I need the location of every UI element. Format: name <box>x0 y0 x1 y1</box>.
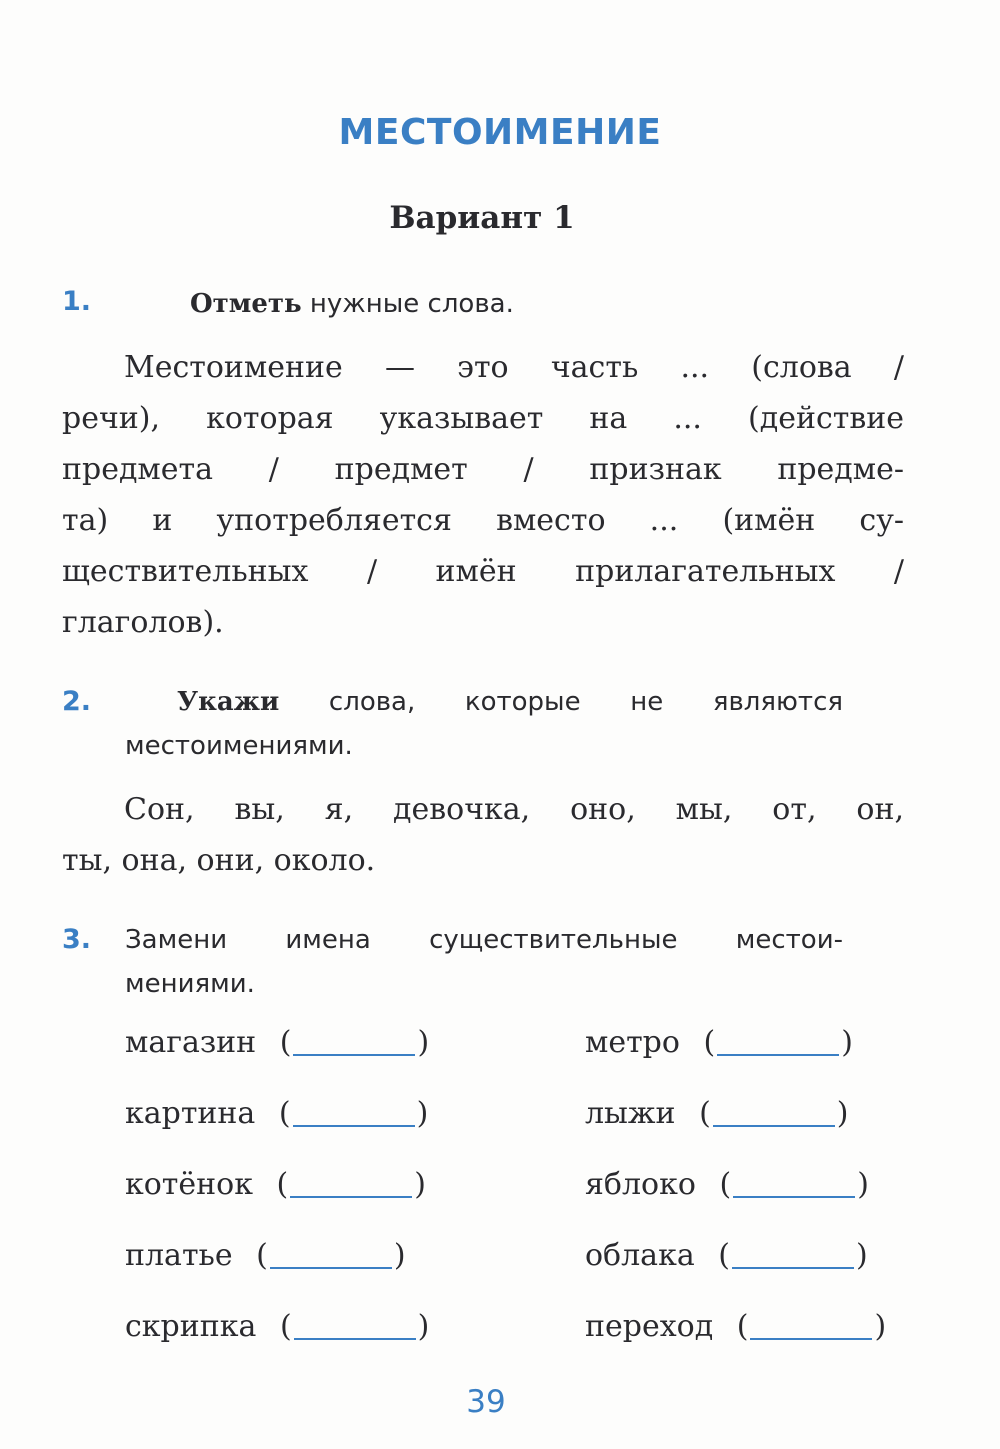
word-item <box>585 1237 868 1273</box>
word-label: метро <box>585 1025 680 1060</box>
word-label: облака <box>585 1238 695 1273</box>
close-paren: ) <box>841 1025 853 1060</box>
answer-blank[interactable] <box>294 1308 416 1340</box>
close-paren: ) <box>417 1309 430 1344</box>
task-3-instruction-line2: мениями. <box>125 969 255 999</box>
word-item <box>125 1166 426 1202</box>
task-2-instruction <box>125 680 843 768</box>
open-paren: ( <box>719 1167 732 1202</box>
open-paren: ( <box>279 1025 292 1060</box>
task-1-line: Местоимение — это часть ... (слова / <box>124 350 904 385</box>
word-label: скрипка <box>125 1309 257 1344</box>
task-1-line: ществительных / имён прилагательных / <box>62 554 904 589</box>
answer-blank[interactable] <box>293 1024 415 1056</box>
answer-blank[interactable] <box>733 1166 855 1198</box>
task-2-instruction-line2: местоимениями. <box>125 731 353 761</box>
close-paren: ) <box>414 1167 426 1202</box>
word-label: картина <box>125 1096 256 1131</box>
open-paren: ( <box>278 1096 291 1131</box>
answer-blank[interactable] <box>717 1024 839 1056</box>
word-label: магазин <box>125 1025 257 1060</box>
task-1-line: глаголов). <box>62 605 224 640</box>
task-2-instruction-rest: слова, которые не являются <box>328 687 844 717</box>
close-paren: ) <box>417 1025 430 1060</box>
task-1-line: та) и употребляется вместо ... (имён су- <box>62 503 904 538</box>
open-paren: ( <box>736 1309 749 1344</box>
variant-heading: Вариант 1 <box>389 200 575 236</box>
answer-blank[interactable] <box>732 1237 854 1269</box>
open-paren: ( <box>279 1309 292 1344</box>
open-paren: ( <box>699 1096 711 1131</box>
close-paren: ) <box>416 1096 429 1131</box>
close-paren: ) <box>393 1238 406 1273</box>
task-1-instruction-rest: нужные слова. <box>309 289 514 319</box>
task-2-instruction-bold: Укажи <box>177 687 280 717</box>
answer-blank[interactable] <box>293 1095 415 1127</box>
open-paren: ( <box>718 1238 730 1273</box>
open-paren: ( <box>703 1025 716 1060</box>
word-label: яблоко <box>585 1167 696 1202</box>
answer-blank[interactable] <box>750 1308 872 1340</box>
task-1-instruction-bold: Отметь <box>190 289 302 319</box>
task-1-instruction <box>190 282 514 326</box>
word-item <box>585 1166 869 1202</box>
task-1-text <box>62 342 904 648</box>
close-paren: ) <box>855 1238 868 1273</box>
word-item <box>125 1308 429 1344</box>
open-paren: ( <box>256 1238 268 1273</box>
task-3-instruction-line1: Замени имена существительные местои- <box>125 925 843 955</box>
word-label: лыжи <box>585 1096 676 1131</box>
task-2-number: 2. <box>62 686 92 717</box>
task-2-text <box>62 784 904 886</box>
answer-blank[interactable] <box>290 1166 412 1198</box>
task-1-line: речи), которая указывает на ... (действие <box>62 401 904 436</box>
word-label: переход <box>585 1309 714 1344</box>
answer-blank[interactable] <box>713 1095 835 1127</box>
word-item <box>585 1308 886 1344</box>
task-2-line: Сон, вы, я, девочка, оно, мы, от, он, <box>124 792 904 827</box>
answer-blank[interactable] <box>270 1237 392 1269</box>
task-3-instruction <box>125 918 843 1006</box>
word-label: котёнок <box>125 1167 253 1202</box>
close-paren: ) <box>836 1096 849 1131</box>
page-number: 39 <box>466 1384 506 1420</box>
word-item <box>585 1024 853 1060</box>
word-item <box>585 1095 849 1131</box>
task-2-line: ты, она, они, около. <box>62 843 376 878</box>
task-1-line: предмета / предмет / признак предме- <box>62 452 904 487</box>
open-paren: ( <box>276 1167 289 1202</box>
page-title: МЕСТОИМЕНИЕ <box>338 112 662 153</box>
word-item <box>125 1024 429 1060</box>
word-label: платье <box>125 1238 233 1273</box>
word-item <box>125 1095 428 1131</box>
close-paren: ) <box>857 1167 869 1202</box>
task-1-number: 1. <box>62 286 92 317</box>
close-paren: ) <box>874 1309 887 1344</box>
task-3-number: 3. <box>62 924 92 955</box>
word-item <box>125 1237 406 1273</box>
